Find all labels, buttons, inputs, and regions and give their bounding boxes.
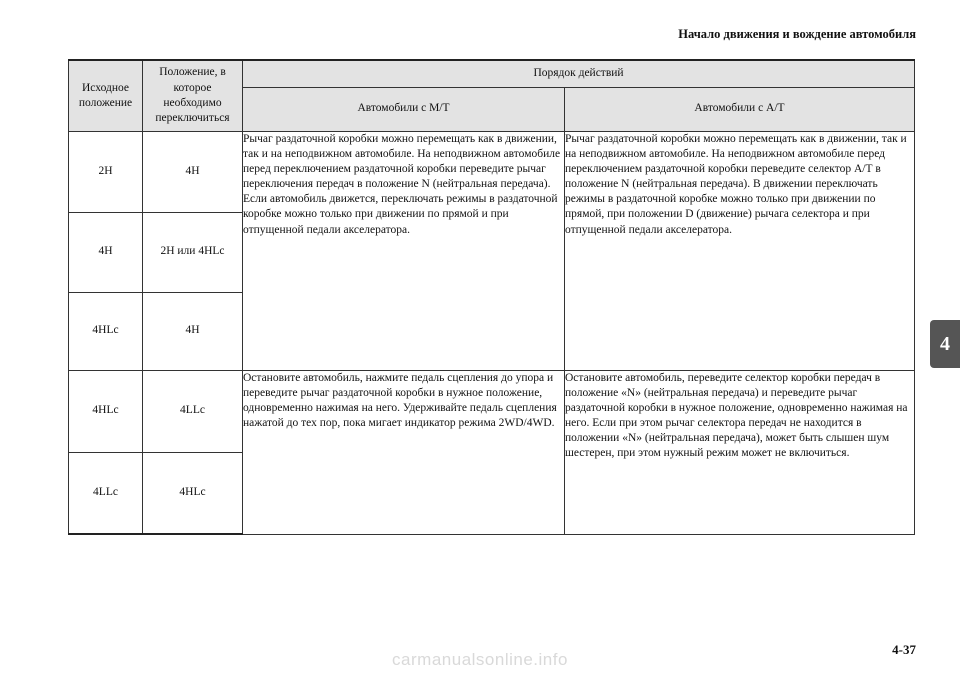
row-from: 4HLc [69, 370, 143, 452]
group1-mt-text: Рычаг раздаточной коробки можно перемещать как в движении, так и на неподвижном автомобиле. На неподвижном автомобиле перед переключением раздаточной коробки переведите рычаг переключения передач в положение N (нейтральная передача). Если автомобиль движется, переключать режимы в раздаточной коробке можно только при движении по прямой и при отпущенной педали акселератора. [243, 131, 565, 370]
header-procedure: Порядок действий [243, 60, 915, 87]
table-row [69, 370, 915, 452]
row-to: 4H [143, 131, 243, 212]
transfer-case-shift-table [68, 59, 915, 535]
watermark: carmanualsonline.info [392, 650, 568, 669]
header-initial-position: Исходное положение [69, 60, 143, 131]
table-row [69, 131, 915, 212]
header-mt: Автомобили с М/Т [243, 87, 565, 131]
row-from: 4H [69, 212, 143, 292]
group1-at-text: Рычаг раздаточной коробки можно перемещать как в движении, так и на неподвижном автомобиле. На неподвижном автомобиле перед переключением раздаточной коробки переведите селектор А/Т в положение N (нейтральная передача). В движении переключать режимы в раздаточной коробке можно только при движении по прямой, при положении D (движение) рычага селектора и при отпущенной педали акселератора. [565, 131, 915, 370]
header-at: Автомобили с А/Т [565, 87, 915, 131]
row-from: 4HLc [69, 292, 143, 370]
group2-at-text: Остановите автомобиль, переведите селектор коробки передач в положение «N» (нейтральная передача) и переведите рычаг раздаточной коробки в нужное положение, одновременно нажимая на него. Если при этом рычаг селектора передач не находится в положении «N» (нейтральная передача), может быть слышен шум шестерен, при этом нужный режим может не включиться. [565, 370, 915, 534]
group2-mt-text: Остановите автомобиль, нажмите педаль сцепления до упора и переведите рычаг раздаточной коробки в нужное положение, одновременно нажимая на него. Удерживайте педаль сцепления нажатой до тех пор, пока мигает индикатор режима 2WD/4WD. [243, 370, 565, 534]
page-header-title: Начало движения и вождение автомобиля [678, 27, 916, 41]
page-number: 4-37 [892, 642, 916, 657]
row-to: 2H или 4HLc [143, 212, 243, 292]
row-to: 4HLc [143, 452, 243, 534]
row-from: 4LLc [69, 452, 143, 534]
row-to: 4H [143, 292, 243, 370]
header-target-position: Положение, в которое необходимо переключиться [143, 60, 243, 131]
row-to: 4LLc [143, 370, 243, 452]
row-from: 2H [69, 131, 143, 212]
chapter-tab: 4 [930, 320, 960, 368]
